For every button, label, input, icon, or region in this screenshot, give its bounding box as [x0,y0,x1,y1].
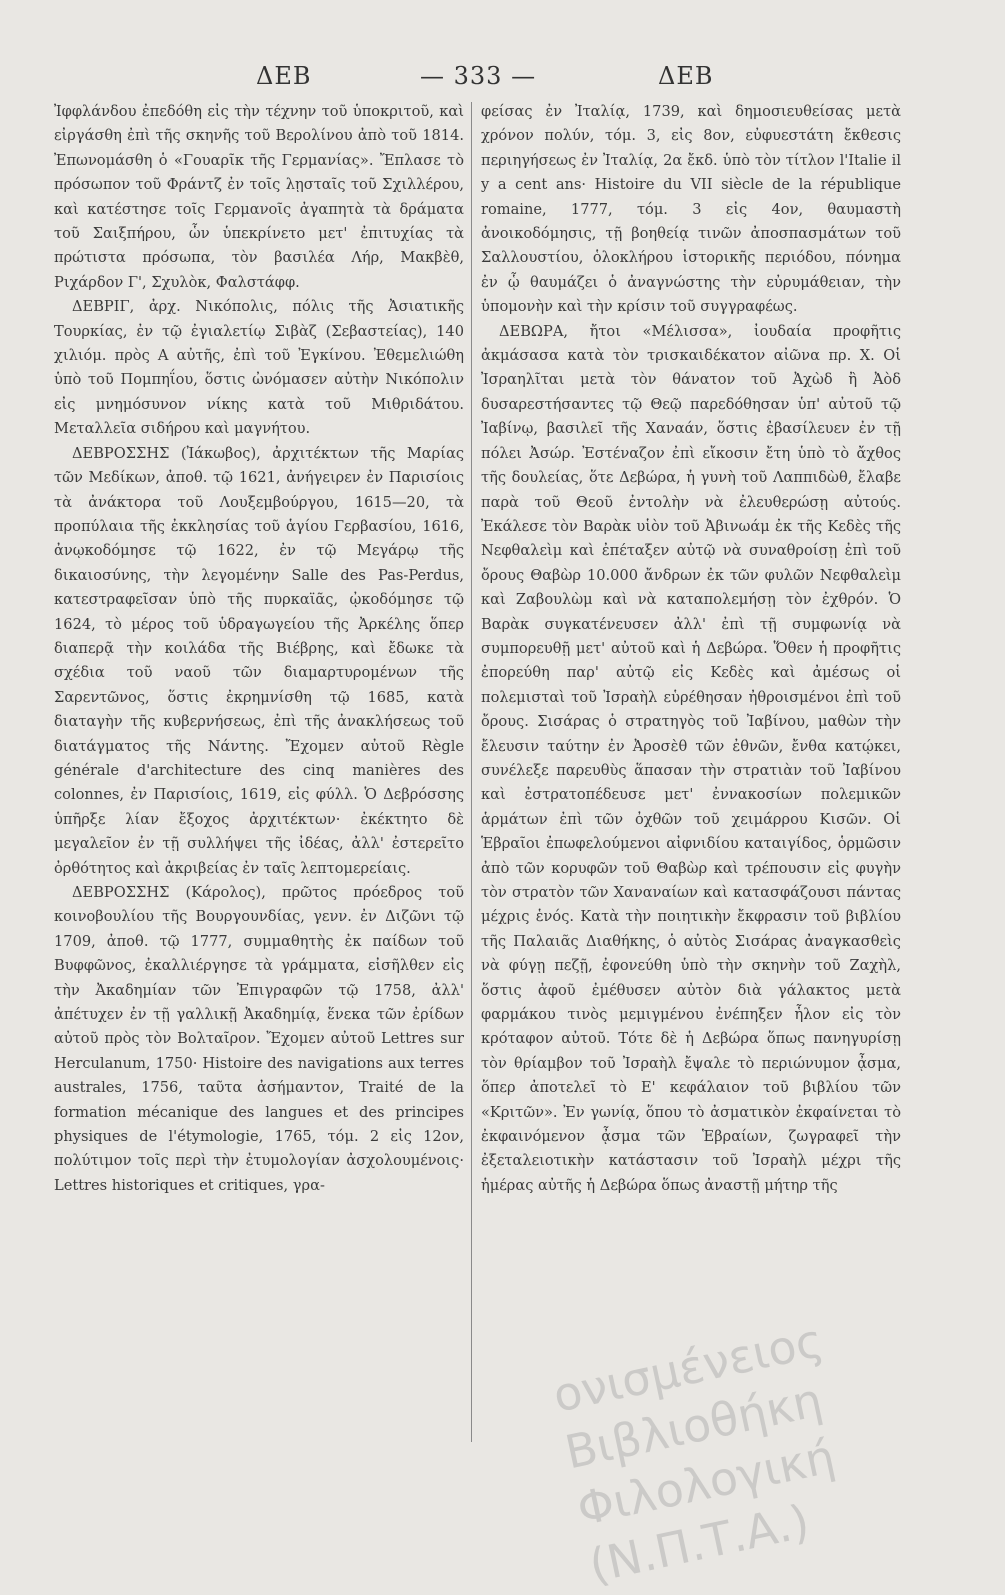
library-watermark: ονισμένειος Βιβλιοθήκη Φιλολογική (Ν.Π.Τ.Α.) [548,1312,840,1593]
entry-debrig: ΔΕΒΡΙΓ, ἀρχ. Νικόπολις, πόλις τῆς Ἀσιατικῆς Τουρκίας, ἐν τῷ ἐγιαλετίῳ Σιβὰζ (Σεβαστείας), 140 χιλιόμ. πρὸς Α αὐτῆς, ἐπὶ τοῦ Ἐγκίνου. Ἐθεμελιώθη ὑπὸ τοῦ Πομπηΐου, ὅστις ὠνόμασεν αὐτὴν Νικόπολιν εἰς μνημόσυνον νίκης κατὰ τοῦ Μιθριδάτου. Μεταλλεῖα σιδήρου καὶ μαγνήτου. [54,298,464,438]
paragraph-continued: Ἰφφλάνδου ἐπεδόθη εἰς τὴν τέχνην τοῦ ὑποκριτοῦ, καὶ εἰργάσθη ἐπὶ τῆς σκηνῆς τοῦ Βερολίνου ἀπὸ τοῦ 1814. Ἐπωνομάσθη ὁ «Γουαρῖκ τῆς Γερμανίας». Ἔπλασε τὸ πρόσωπον τοῦ Φράντζ ἐν τοῖς λῃσταῖς τοῦ Σχιλλέρου, καὶ κατέστησε τοῖς Γερμανοῖς ἀγαπητὰ τὰ δράματα τοῦ Σαιξπήρου, ὧν ὑπεκρίνετο μετ' ἐπιτυχίας τὰ πρώτιστα πρόσωπα, τὸν βασιλέα Λήρ, Μακβὲθ, Ριχάρδον Γ', Σχυλὸκ, Φαλστάφφ. [54,103,464,291]
header-right-keyword: ΔΕΒ [658,62,714,90]
entry-debora: ΔΕΒΩΡΑ, ἤτοι «Μέλισσα», ἰουδαία προφῆτις ἀκμάσασα κατὰ τὸν τρισκαιδέκατον αἰῶνα πρ. Χ. Οἱ Ἰσραηλῖται μετὰ τὸν θάνατον τοῦ Ἀχὼδ ἢ Ἀὸδ δυσαρεστήσαντες τῷ Θεῷ παρεδόθησαν ὑπ' αὐτοῦ τῷ Ἰαβίνῳ, βασιλεῖ τῆς Χαναάν, ὅστις ἐβασίλευεν ἐν τῇ πόλει Ἀσώρ. Ἐστέναζον ἐπὶ εἴκοσιν ἔτη ὑπὸ τὸ ἄχθος τῆς δουλείας, ὅτε Δεβώρα, ἡ γυνὴ τοῦ Λαππιδὼθ, ἔλαβε παρὰ τοῦ Θεοῦ ἐντολὴν νὰ ἐλευθερώσῃ αὐτούς. Ἐκάλεσε τὸν Βαρὰκ υἱὸν τοῦ Ἀβινωάμ ἐκ τῆς Κεδὲς τῆς Νεφθαλεὶμ καὶ ἐπέταξεν αὐτῷ νὰ συναθροίσῃ ἐπὶ τοῦ ὄρους Θαβὼρ 10.000 ἄνδρων ἐκ τῶν φυλῶν Νεφθαλεὶμ καὶ Ζαβουλὼμ καὶ νὰ καταπολεμήσῃ τὸν ἐχθρόν. Ὁ Βαρὰκ συγκατένευσεν ἀλλ' ἐπὶ τῇ συμφωνίᾳ νὰ συμπορευθῇ μετ' αὐτοῦ καὶ ἡ Δεβώρα. Ὅθεν ἡ προφῆτις ἐπορεύθη παρ' αὐτῷ εἰς Κεδὲς καὶ ἀμέσως οἱ πολεμισταὶ τοῦ Ἰσραὴλ εὑρέθησαν ἠθροισμένοι ἐπὶ τοῦ ὄρους. Σισάρας ὁ στρατηγὸς τοῦ Ἰαβίνου, μαθὼν τὴν ἔλευσιν ταύτην ἐν Ἀροσὲθ τῶν ἐθνῶν, ἔνθα κατῴκει, συνέλεξε παρευθὺς ἅπασαν τὴν στρατιὰν τοῦ Ἰαβίνου καὶ ἐστρατοπέδευσε μετ' ἐννακοσίων πολεμικῶν ἁρμάτων ἐπὶ τῶν ὀχθῶν τοῦ χειμάρρου Κισῶν. Οἱ Ἑβραῖοι ἐπωφελούμενοι αἰφνιδίου καταιγίδος, ὁρμῶσιν ἀπὸ τῶν κορυφῶν τοῦ Θαβὼρ καὶ τρέπουσιν εἰς φυγὴν τὸν στρατὸν τῶν Χαναναίων καὶ κατασφάζουσι πάντας μέχρις ἑνός. Κατὰ τὴν ποιητικὴν ἔκφρασιν τοῦ βιβλίου τῆς Παλαιᾶς Διαθήκης, ὁ αὐτὸς Σισάρας ἀναγκασθεὶς νὰ φύγῃ πεζῇ, ἐφονεύθη ὑπὸ τὴν σκηνὴν τοῦ Ζαχὴλ, ὅστις ἀφοῦ ἐμέθυσεν αὐτὸν διὰ γάλακτος μετὰ φαρμάκου τινὸς μεμιγμένου ἐνέπηξεν ἧλον εἰς τὸν κρόταφον αὐτοῦ. Τότε δὲ ἡ Δεβώρα ὅπως πανηγυρίσῃ τὸν θρίαμβον τοῦ Ἰσραὴλ ἔψαλε τὸ περιώνυμον ᾆσμα, ὅπερ ἀποτελεῖ τὸ Ε' κεφάλαιον τοῦ βιβλίου τῶν «Κριτῶν». Ἐν γωνίᾳ, ὅπου τὸ ἀσματικὸν ἐκφαίνεται τὸ ἐκφαινόμενον ᾆσμα τῶν Ἑβραίων, ζωγραφεῖ τὴν ἐξεταλειοτικὴν κατάστασιν τοῦ Ἰσραὴλ μέχρι τῆς ἡμέρας αὐτῆς ἡ Δεβώρα ὅπως ἀναστῇ μήτηρ τῆς [481,322,901,1194]
running-header [0,62,1005,96]
page-number: — 333 — [420,62,537,90]
header-left-keyword: ΔΕΒ [256,62,312,90]
column-divider [471,102,472,1442]
paragraph-continued-right: φείσας ἐν Ἰταλίᾳ, 1739, καὶ δημοσιευθείσας μετὰ χρόνον πολύν, τόμ. 3, εἰς 8ον, εὐφυεστάτη ἔκθεσις περιηγήσεως ἐν Ἰταλίᾳ, 2α ἔκδ. ὑπὸ τὸν τίτλον l'Italie il y a cent ans· Histoire du VII siècle de la république romaine, 1777, τόμ. 3 εἰς 4ον, θαυμαστὴ ἀνοικοδόμησις, τῇ βοηθείᾳ τινῶν ἀποσπασμάτων τοῦ Σαλλουστίου, ὁλοκλήρου ἱστορικῆς περιόδου, πόνημα ἐν ᾧ θαυμάζει ὁ ἀναγνώστης τὴν εὐρυμάθειαν, τὴν ὑπομονὴν καὶ τὴν κρίσιν τοῦ συγγραφέως. [481,103,901,316]
entry-debrosses-iakovos: ΔΕΒΡΟΣΣΗΣ (Ἰάκωβος), ἀρχιτέκτων τῆς Μαρίας τῶν Μεδίκων, ἀποθ. τῷ 1621, ἀνήγειρεν ἐν Παρισίοις τὰ ἀνάκτορα τοῦ Λουξεμβούργου, 1615—20, τὰ προπύλαια τῆς ἐκκλησίας τοῦ ἁγίου Γερβασίου, 1616, ἀνῳκοδόμησε τῷ 1622, ἐν τῷ Μεγάρῳ τῆς δικαιοσύνης, τὴν λεγομένην Salle des Pas-Perdus, κατεστραφεῖσαν ὑπὸ τῆς πυρκαϊᾶς, ᾠκοδόμησε τῷ 1624, τὸ μέρος τοῦ ὑδραγωγείου τῆς Ἀρκέλης ὅπερ διαπερᾷ τὴν κοιλάδα τῆς Βιέβρης, καὶ ἔδωκε τὰ σχέδια τοῦ ναοῦ τῶν διαμαρτυρομένων τῆς Σαρεντῶνος, ὅστις ἐκρημνίσθη τῷ 1685, κατὰ διαταγὴν τῆς κυβερνήσεως, ἐπὶ τῆς ἀνακλήσεως τοῦ διατάγματος τῆς Νάντης. Ἔχομεν αὐτοῦ Règle générale d'architecture des cinq manières des colonnes, ἐν Παρισίοις, 1619, εἰς φύλλ. Ὁ Δεβρόσσης ὑπῆρξε λίαν ἔξοχος ἀρχιτέκτων· ἐκέκτητο δὲ μεγαλεῖον ἐν τῇ συλλήψει τῆς ἰδέας, ἀλλ' ἐστερεῖτο ὀρθότητος καὶ ἀκριβείας ἐν ταῖς λεπτομερείαις. [54,444,464,877]
right-column [481,100,901,1460]
left-column [54,100,464,1460]
entry-debrosses-karolos: ΔΕΒΡΟΣΣΗΣ (Κάρολος), πρῶτος πρόεδρος τοῦ κοινοβουλίου τῆς Βουργουνδίας, γενν. ἐν Διζῶνι τῷ 1709, ἀποθ. τῷ 1777, συμμαθητὴς ἐκ παίδων τοῦ Βυφφῶνος, ἐκαλλιέργησε τὰ γράμματα, εἰσῆλθεν εἰς τὴν Ἀκαδημίαν τῶν Ἐπιγραφῶν τῷ 1758, ἀλλ' ἀπέτυχεν ἐν τῇ γαλλικῇ Ἀκαδημίᾳ, ἕνεκα τῶν ἐρίδων αὐτοῦ πρὸς τὸν Βολταῖρον. Ἔχομεν αὐτοῦ Lettres sur Herculanum, 1750· Histoire des navigations aux terres australes, 1756, ταῦτα ἀσήμαντον, Traité de la formation mécanique des langues et des principes physiques de l'étymologie, 1765, τόμ. 2 εἰς 12ον, πολύτιμον τοῖς περὶ τὴν ἐτυμολογίαν ἀσχολουμένοις· Lettres historiques et critiques, γρα- [54,884,464,1194]
